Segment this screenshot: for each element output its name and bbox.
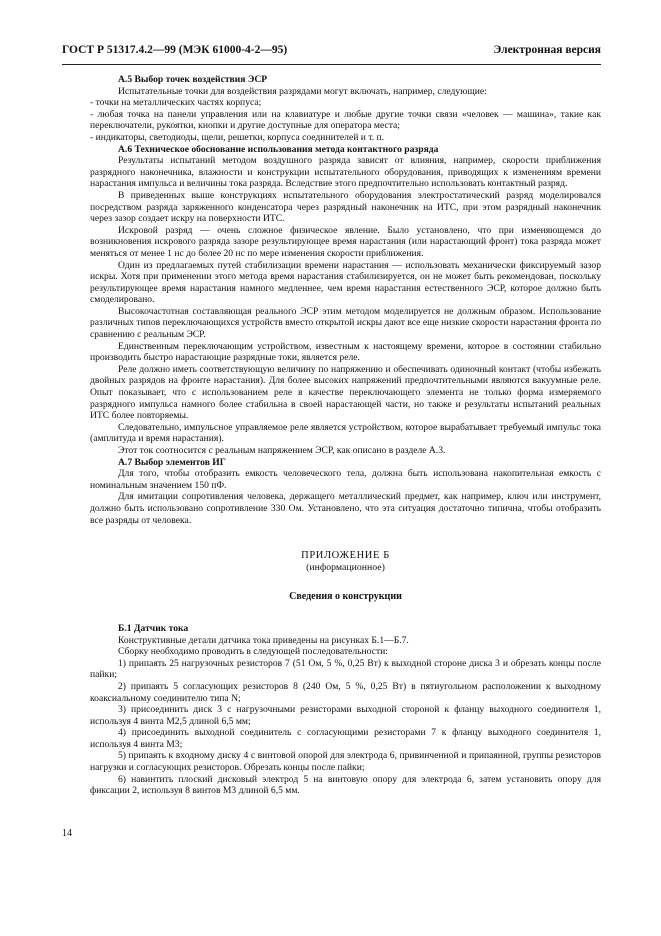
section-b1-step: 4) присоединить выходной соединитель с согласующими резисторами 7 к фланцу выходного соединителя 1, используя 4 винта М3; — [90, 727, 601, 750]
section-b1-title: Б.1 Датчик тока — [118, 622, 189, 634]
edition-label: Электронная версия — [493, 44, 601, 56]
appendix-title: ПРИЛОЖЕНИЕ Б — [301, 550, 390, 562]
section-a5-item: - точки на металлических частях корпуса; — [90, 97, 262, 109]
running-header — [62, 44, 601, 56]
section-a6-paragraph: В приведенных выше конструкциях испытательного оборудования электростатический разряд моделировался посредством разряда заряженного конденсатора через разрядный наконечник на ИТС, при этом разрядный наконечник через зазор создает искру на поверхности ИТС. — [90, 189, 601, 225]
section-b1-paragraph: Сборку необходимо проводить в следующей последовательности: — [118, 646, 388, 658]
section-a7-title: А.7 Выбор элементов ИГ — [118, 456, 226, 468]
section-b1-step: 1) припаять 25 нагрузочных резисторов 7 (51 Ом, 5 %, 0,25 Вт) к выходной стороне диска 3 и обрезать концы после пайки; — [90, 657, 601, 681]
section-b1-step: 2) припаять 5 согласующих резисторов 8 (240 Ом, 5 %, 0,25 Вт) в пятиугольном расположении к выходному коаксиальному соединителю типа N; — [90, 680, 601, 704]
section-a5-intro: Испытательные точки для воздействия разрядами могут включать, например, следующие: — [118, 85, 487, 97]
section-a6-paragraph: Результаты испытаний методом воздушного разряда зависят от влияния, например, скорости приближения разрядного наконечника, влажности и конструкции испытательного оборудования, приводящих к изменениям времени нарастания импульса и величины тока разряда. Вследствие этого предпочтительно использовать контактный разряд. — [90, 155, 601, 190]
section-a6-paragraph: Следовательно, импульсное управляемое реле является устройством, которое вырабатывает требуемый импульс тока (амплитуда и время нарастания). — [90, 421, 601, 445]
standard-designation: ГОСТ Р 51317.4.2—99 (МЭК 61000-4-2—95) — [62, 44, 288, 56]
appendix-subtitle: (информационное) — [306, 561, 385, 573]
section-a6-paragraph: Высокочастотная составляющая реального ЭСР этим методом моделируется не должным образом. Использование различных типов переключающихся устройств вместо открытой искры дают все еще низкие скорости нарастания фронта по сравнению с реальным ЭСР. — [90, 305, 601, 341]
section-a6-title: А.6 Техническое обоснование использования метода контактного разряда — [118, 143, 439, 155]
section-a6-paragraph: Искровой разряд — очень сложное физическое явление. Было установлено, что при изменяющемся до возникновения искрового разряда зазоре результирующее время нарастания (или нарастающий фронт) тока разряда может меняться от менее 1 нс до более 20 нс по мере изменения скорости приближения. — [90, 224, 601, 259]
section-a7-paragraph: Для имитации сопротивления человека, держащего металлический предмет, как например, ключ или инструмент, должно быть использовано сопротивление 330 Ом. Установлено, что эта ситуация достаточно типична, чтобы отобразить все разряды от человека. — [90, 491, 601, 526]
section-a6-paragraph: Этот ток соотносится с реальным напряжением ЭСР, как описано в разделе А.3. — [118, 445, 446, 456]
section-a6-paragraph: Единственным переключающим устройством, известным к настоящему времени, которое в состоянии стабильно производить быстро нарастающие разрядные токи, является реле. — [90, 340, 601, 364]
section-a5-title: А.5 Выбор точек воздействия ЭСР — [118, 74, 268, 85]
page-content — [90, 74, 601, 797]
section-b1-paragraph: Конструктивные детали датчика тока приведены на рисунках Б.1—Б.7. — [118, 634, 409, 646]
section-b1-step: 5) припаять к входному диску 4 с винтовой опорой для электрода 6, привинченной и припаянной, группы резисторов нагрузки и согласующих резисторов. Обрезать концы после пайки; — [90, 750, 601, 774]
section-a5-item: - индикаторы, светодиоды, щели, решетки, корпуса соединителей и т. п. — [90, 131, 385, 143]
section-a5-item: - любая точка на панели управления или на клавиатуре и любые другие точки связи «человек — машина», такие как переключатели, рукоятки, кнопки и другие доступные для оператора места; — [90, 108, 601, 132]
page-number: 14 — [62, 828, 72, 839]
header-rule — [62, 64, 601, 65]
section-a7-paragraph: Для того, чтобы отобразить емкость человеческого тела, должна быть использована накопительная емкость с номинальным значением 150 пФ. — [90, 468, 601, 491]
section-b1-step: 6) навинтить плоский дисковый электрод 5 на винтовую опору для электрода 6, затем установить опору для фиксации 2, используя 8 винтов М3 длиной 6,5 мм. — [90, 773, 601, 797]
appendix-header — [90, 550, 601, 573]
section-b1-step: 3) присоединить диск 3 с нагрузочными резисторами выходной стороной к фланцу выходного соединителя 1, используя 4 винта М2,5 длиной 6,5 мм; — [90, 704, 601, 727]
section-a6-paragraph: Реле должно иметь соответствующую величину по напряжению и обеспечивать одиночный контакт (чтобы избежать двойных разрядов на фронте нарастания). Для более высоких напряжений предпочтительными являются вакуумные реле. Опыт показывает, что с использованием реле в качестве переключающего элемента не только форма измеряемого разрядного импульса намного более стабильна в своей нарастающей части, но также и результаты испытаний реальных ИТС более повторяемы. — [90, 363, 601, 422]
section-a6-paragraph: Один из предлагаемых путей стабилизации времени нарастания — использовать механически фиксируемый зазор искры. Хотя при применении этого метода время нарастания стабилизируется, он не может быть рекомендован, поскольку результирующее время нарастания намного медленнее, чем время нарастания естественного ЭСР, которое должно быть смоделировано. — [90, 259, 601, 306]
appendix-heading: Сведения о конструкции — [289, 591, 402, 603]
